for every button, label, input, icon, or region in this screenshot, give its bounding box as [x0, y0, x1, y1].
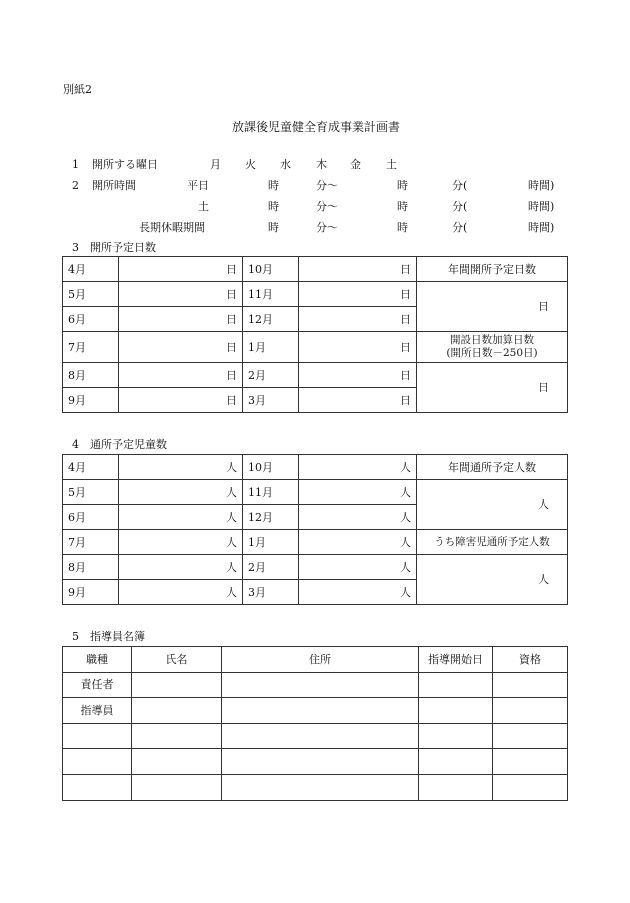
name-cell[interactable] — [132, 749, 222, 775]
table-row — [63, 698, 568, 724]
annual-days-label: 年間開所予定日数 — [417, 257, 568, 282]
added-days-value-cell[interactable]: 日 — [417, 363, 568, 413]
children-input-cell[interactable]: 人 — [299, 455, 417, 480]
month-cell: 8月 — [63, 363, 119, 388]
days-input-cell[interactable]: 日 — [119, 363, 243, 388]
name-cell[interactable] — [132, 672, 222, 698]
month-cell: 12月 — [243, 505, 299, 530]
section1-number: 1 — [72, 158, 79, 171]
staff-roster-table — [62, 646, 568, 801]
days-input-cell[interactable]: 日 — [299, 307, 417, 332]
days-input-cell[interactable]: 日 — [299, 257, 417, 282]
added-days-formula: (開所日数－250日) — [446, 347, 538, 359]
hours-saturday-label: 土 — [198, 200, 209, 213]
annual-children-label: 年間通所予定人数 — [417, 455, 568, 480]
start-date-cell[interactable] — [419, 723, 493, 749]
added-days-label: 開設日数加算日数 — [450, 334, 534, 346]
month-cell: 3月 — [243, 580, 299, 605]
role-cell: 指導員 — [63, 698, 132, 724]
table-row — [63, 774, 568, 800]
month-cell: 6月 — [63, 307, 119, 332]
hours-holiday-hour2: 時 — [397, 221, 408, 234]
children-input-cell[interactable]: 人 — [119, 580, 243, 605]
section2-label: 開所時間 — [92, 179, 136, 192]
hours-saturday-hour: 時 — [268, 200, 279, 213]
hours-saturday-minute2: 分( — [452, 200, 468, 213]
column-header-role: 職種 — [63, 647, 132, 673]
table-row — [63, 749, 568, 775]
month-cell: 2月 — [243, 363, 299, 388]
day-mon: 月 — [210, 158, 221, 171]
added-days-label-cell — [417, 332, 568, 363]
children-input-cell[interactable]: 人 — [299, 555, 417, 580]
month-cell: 4月 — [63, 455, 119, 480]
days-input-cell[interactable]: 日 — [299, 332, 417, 363]
children-count-table — [62, 454, 568, 605]
table-row — [63, 530, 568, 555]
children-input-cell[interactable]: 人 — [299, 480, 417, 505]
table-row — [63, 672, 568, 698]
month-cell: 7月 — [63, 332, 119, 363]
qualification-cell[interactable] — [493, 672, 568, 698]
month-cell: 1月 — [243, 332, 299, 363]
table-row — [63, 332, 568, 363]
day-fri: 金 — [350, 158, 361, 171]
start-date-cell[interactable] — [419, 672, 493, 698]
section2-number: 2 — [72, 179, 79, 192]
name-cell[interactable] — [132, 698, 222, 724]
children-input-cell[interactable]: 人 — [119, 555, 243, 580]
annual-days-value-cell[interactable]: 日 — [417, 282, 568, 332]
opening-days-table — [62, 256, 568, 413]
hours-weekday-label: 平日 — [187, 179, 209, 192]
address-cell[interactable] — [222, 698, 419, 724]
days-input-cell[interactable]: 日 — [119, 282, 243, 307]
disabled-children-label: うち障害児通所予定人数 — [417, 530, 568, 555]
children-input-cell[interactable]: 人 — [299, 505, 417, 530]
annual-children-value-cell[interactable]: 人 — [417, 480, 568, 530]
table-row — [63, 455, 568, 480]
month-cell: 12月 — [243, 307, 299, 332]
day-tue: 火 — [245, 158, 256, 171]
hours-weekday-minute: 分～ — [316, 179, 338, 192]
children-input-cell[interactable]: 人 — [119, 530, 243, 555]
qualification-cell[interactable] — [493, 774, 568, 800]
section3-heading: 3 開所予定日数 — [72, 241, 156, 254]
address-cell[interactable] — [222, 749, 419, 775]
month-cell: 8月 — [63, 555, 119, 580]
document-title: 放課後児童健全育成事業計画書 — [232, 120, 401, 134]
day-sat: 土 — [386, 158, 397, 171]
days-input-cell[interactable]: 日 — [299, 363, 417, 388]
month-cell: 7月 — [63, 530, 119, 555]
table-row — [63, 723, 568, 749]
children-input-cell[interactable]: 人 — [299, 580, 417, 605]
month-cell: 9月 — [63, 580, 119, 605]
days-input-cell[interactable]: 日 — [299, 282, 417, 307]
month-cell: 1月 — [243, 530, 299, 555]
hours-holiday-minute: 分～ — [316, 221, 338, 234]
hours-saturday-hour2: 時 — [397, 200, 408, 213]
address-cell[interactable] — [222, 723, 419, 749]
day-thu: 木 — [316, 158, 327, 171]
section5-heading: 5 指導員名簿 — [72, 630, 145, 643]
role-cell[interactable] — [63, 774, 132, 800]
hours-holiday-minute2: 分( — [452, 221, 468, 234]
address-cell[interactable] — [222, 774, 419, 800]
start-date-cell[interactable] — [419, 774, 493, 800]
role-cell: 責任者 — [63, 672, 132, 698]
month-cell: 5月 — [63, 480, 119, 505]
day-wed: 水 — [280, 158, 291, 171]
month-cell: 11月 — [243, 282, 299, 307]
hours-weekday-total: 時間) — [528, 179, 555, 192]
month-cell: 10月 — [243, 257, 299, 282]
section1-label: 開所する曜日 — [92, 158, 158, 171]
section4-heading: 4 通所予定児童数 — [72, 438, 167, 451]
days-input-cell[interactable]: 日 — [119, 307, 243, 332]
role-cell[interactable] — [63, 749, 132, 775]
hours-weekday-hour2: 時 — [397, 179, 408, 192]
hours-saturday-minute: 分～ — [316, 200, 338, 213]
hours-weekday-minute2: 分( — [452, 179, 468, 192]
table-header-row — [63, 647, 568, 673]
table-row — [63, 282, 568, 307]
column-header-qualification: 資格 — [493, 647, 568, 673]
hours-weekday-hour: 時 — [268, 179, 279, 192]
children-input-cell[interactable]: 人 — [119, 480, 243, 505]
month-cell: 9月 — [63, 388, 119, 413]
start-date-cell[interactable] — [419, 749, 493, 775]
month-cell: 11月 — [243, 480, 299, 505]
month-cell: 3月 — [243, 388, 299, 413]
disabled-children-value-cell[interactable]: 人 — [417, 555, 568, 605]
name-cell[interactable] — [132, 774, 222, 800]
table-row — [63, 555, 568, 580]
hours-holiday-label: 長期休暇期間 — [139, 221, 205, 234]
month-cell: 6月 — [63, 505, 119, 530]
qualification-cell[interactable] — [493, 723, 568, 749]
name-cell[interactable] — [132, 723, 222, 749]
month-cell: 5月 — [63, 282, 119, 307]
days-input-cell[interactable]: 日 — [119, 332, 243, 363]
children-input-cell[interactable]: 人 — [299, 530, 417, 555]
role-cell[interactable] — [63, 723, 132, 749]
attachment-label: 別紙2 — [63, 83, 92, 96]
hours-holiday-total: 時間) — [528, 221, 555, 234]
qualification-cell[interactable] — [493, 749, 568, 775]
column-header-start-date: 指導開始日 — [419, 647, 493, 673]
table-row — [63, 480, 568, 505]
days-input-cell[interactable]: 日 — [119, 388, 243, 413]
table-row — [63, 257, 568, 282]
qualification-cell[interactable] — [493, 698, 568, 724]
hours-holiday-hour: 時 — [268, 221, 279, 234]
month-cell: 4月 — [63, 257, 119, 282]
table-row — [63, 363, 568, 388]
address-cell[interactable] — [222, 672, 419, 698]
hours-saturday-total: 時間) — [528, 200, 555, 213]
children-input-cell[interactable]: 人 — [119, 455, 243, 480]
column-header-address: 住所 — [222, 647, 419, 673]
days-input-cell[interactable]: 日 — [299, 388, 417, 413]
days-input-cell[interactable]: 日 — [119, 257, 243, 282]
month-cell: 10月 — [243, 455, 299, 480]
month-cell: 2月 — [243, 555, 299, 580]
column-header-name: 氏名 — [132, 647, 222, 673]
children-input-cell[interactable]: 人 — [119, 505, 243, 530]
start-date-cell[interactable] — [419, 698, 493, 724]
